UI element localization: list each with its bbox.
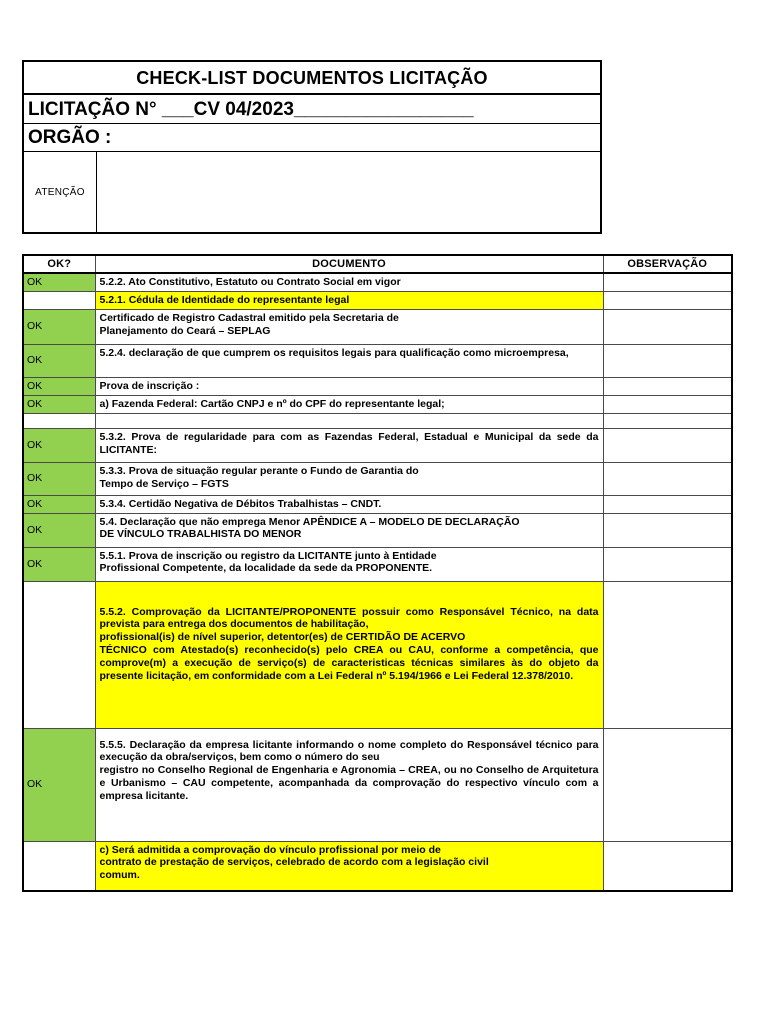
ok-cell[interactable]: OK <box>23 273 95 291</box>
documento-cell <box>95 513 603 547</box>
documento-cell <box>95 495 603 513</box>
documento-line: 5.5.2. Comprovação da LICITANTE/PROPONENTE possuir como Responsável Técnico, na data prevista para entrega dos documentos de habilitação, <box>99 605 599 631</box>
table-row <box>23 841 732 891</box>
observacao-cell[interactable] <box>603 344 732 377</box>
ok-cell[interactable] <box>23 413 95 428</box>
table-row <box>23 395 732 413</box>
checklist-header-block <box>22 60 602 234</box>
licitacao-number-field[interactable]: LICITAÇÃO N° ___CV 04/2023_________________ <box>24 95 600 124</box>
ok-cell[interactable]: OK <box>23 547 95 581</box>
atencao-value-field[interactable] <box>97 152 600 232</box>
table-row <box>23 413 732 428</box>
ok-cell[interactable]: OK <box>23 728 95 841</box>
documento-cell <box>95 581 603 728</box>
observacao-cell[interactable] <box>603 273 732 291</box>
documento-cell <box>95 395 603 413</box>
documento-line: 5.3.4. Certidão Negativa de Débitos Trabalhistas – CNDT. <box>99 497 382 510</box>
documento-line: Planejamento do Ceará – SEPLAG <box>99 324 271 337</box>
documento-cell <box>95 841 603 891</box>
column-header-ok: OK? <box>23 255 95 273</box>
table-row <box>23 273 732 291</box>
documento-line: 5.2.2. Ato Constitutivo, Estatuto ou Contrato Social em vigor <box>99 276 401 288</box>
documento-cell <box>95 273 603 291</box>
table-row <box>23 344 732 377</box>
observacao-cell[interactable] <box>603 291 732 309</box>
ok-cell[interactable] <box>23 581 95 728</box>
ok-cell[interactable]: OK <box>23 495 95 513</box>
documento-line: DE VÍNCULO TRABALHISTA DO MENOR <box>99 528 302 541</box>
ok-cell[interactable]: OK <box>23 513 95 547</box>
table-row <box>23 728 732 841</box>
documento-cell <box>95 728 603 841</box>
ok-cell[interactable]: OK <box>23 377 95 395</box>
column-header-documento: DOCUMENTO <box>95 255 603 273</box>
observacao-cell[interactable] <box>603 428 732 462</box>
documento-cell <box>95 377 603 395</box>
documento-cell <box>95 462 603 495</box>
documento-line: 5.3.2. Prova de regularidade para com as Fazendas Federal, Estadual e Municipal da sede da LICITANTE: <box>99 430 599 456</box>
documento-line: 5.3.3. Prova de situação regular perante o Fundo de Garantia do <box>99 464 419 477</box>
documento-line: profissional(is) de nível superior, detentor(es) de CERTIDÃO DE ACERVO <box>99 631 466 644</box>
ok-cell[interactable]: OK <box>23 344 95 377</box>
documento-line: comum. <box>99 869 140 882</box>
table-header-row <box>23 255 732 273</box>
documento-line: 5.5.5. Declaração da empresa licitante informando o nome completo do Responsável técnico para execução da obra/serviços, bem como o número do seu <box>99 738 599 764</box>
table-row <box>23 428 732 462</box>
observacao-cell[interactable] <box>603 728 732 841</box>
column-header-observacao: OBSERVAÇÃO <box>603 255 732 273</box>
table-row <box>23 513 732 547</box>
observacao-cell[interactable] <box>603 495 732 513</box>
documento-line: c) Será admitida a comprovação do vínculo profissional por meio de <box>99 843 441 856</box>
ok-cell[interactable]: OK <box>23 428 95 462</box>
documento-line: Prova de inscrição : <box>99 379 200 392</box>
documento-line: Profissional Competente, da localidade da sede da PROPONENTE. <box>99 562 433 575</box>
documento-line: TÉCNICO com Atestado(s) reconhecido(s) pelo CREA ou CAU, conforme a competência, que comprove(m) a execução de serviço(s) de caracteristicas técnicas similares às do objeto da presente licitação, em conformidade com a Lei Federal nº 5.194/1966 e Lei Federal 12.378/2010. <box>99 643 599 682</box>
table-row <box>23 547 732 581</box>
documento-cell <box>95 547 603 581</box>
documento-line: 5.2.1. Cédula de Identidade do representante legal <box>99 293 350 306</box>
checklist-table-body <box>23 273 732 891</box>
table-row <box>23 495 732 513</box>
atencao-row <box>24 152 600 232</box>
observacao-cell[interactable] <box>603 513 732 547</box>
ok-cell[interactable]: OK <box>23 309 95 344</box>
ok-cell[interactable]: OK <box>23 395 95 413</box>
documento-line: Certificado de Registro Cadastral emitido pela Secretaria de <box>99 311 399 324</box>
observacao-cell[interactable] <box>603 462 732 495</box>
orgao-field[interactable]: ORGÃO : <box>24 124 600 152</box>
documento-line: 5.5.1. Prova de inscrição ou registro da LICITANTE junto à Entidade <box>99 549 437 562</box>
documento-cell <box>95 309 603 344</box>
documento-line: Tempo de Serviço – FGTS <box>99 477 229 490</box>
documento-cell <box>95 291 603 309</box>
observacao-cell[interactable] <box>603 377 732 395</box>
observacao-cell[interactable] <box>603 395 732 413</box>
documento-line: 5.2.4. declaração de que cumprem os requisitos legais para qualificação como microempresa, <box>99 346 569 359</box>
table-row <box>23 309 732 344</box>
checklist-table <box>22 254 733 892</box>
observacao-cell[interactable] <box>603 841 732 891</box>
documento-line: 5.4. Declaração que não emprega Menor APÊNDICE A – MODELO DE DECLARAÇÃO <box>99 515 520 528</box>
table-row <box>23 581 732 728</box>
page-title: CHECK-LIST DOCUMENTOS LICITAÇÃO <box>24 62 600 95</box>
atencao-label: ATENÇÃO <box>24 152 97 232</box>
observacao-cell[interactable] <box>603 547 732 581</box>
observacao-cell[interactable] <box>603 413 732 428</box>
table-row <box>23 377 732 395</box>
documento-line: registro no Conselho Regional de Engenharia e Agronomia – CREA, ou no Conselho de Arquitetura e Urbanismo – CAU competente, acompanhada da comprovação do respectivo vínculo com a empresa licitante. <box>99 764 599 802</box>
observacao-cell[interactable] <box>603 581 732 728</box>
table-row <box>23 291 732 309</box>
table-row <box>23 462 732 495</box>
observacao-cell[interactable] <box>603 309 732 344</box>
documento-cell <box>95 428 603 462</box>
documento-cell <box>95 413 603 428</box>
ok-cell[interactable] <box>23 841 95 891</box>
ok-cell[interactable]: OK <box>23 462 95 495</box>
documento-cell <box>95 344 603 377</box>
documento-line: a) Fazenda Federal: Cartão CNPJ e nº do CPF do representante legal; <box>99 397 445 410</box>
documento-line: contrato de prestação de serviços, celebrado de acordo com a legislação civil <box>99 856 489 869</box>
ok-cell[interactable] <box>23 291 95 309</box>
